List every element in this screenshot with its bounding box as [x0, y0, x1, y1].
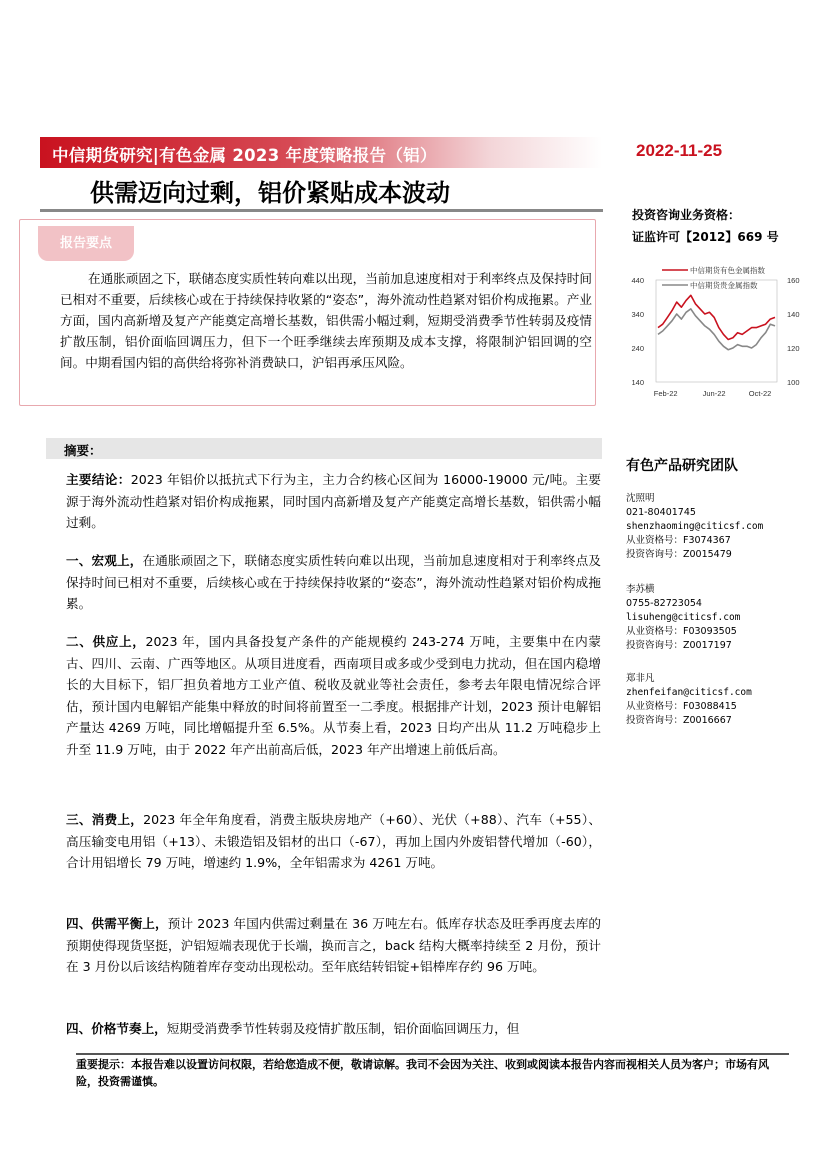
right-axis-tick-label: 140: [787, 310, 800, 319]
analyst-advisory: 投资咨询号：Z0017197: [626, 640, 732, 651]
qualification-value: 证监许可【2012】669 号: [632, 230, 779, 244]
paragraph-body: 预计 2023 年国内供需过剩量在 36 万吨左右。低库存状态及旺季再度去库的预期使得现货坚挺，沪铝短端表现优于长端，换而言之，back 结构大概率持续至 2 月份，预计在 3 月份以后该结构随着库存变动出现松动。至年底结转铝锭+铝棒库存约 96 万吨。: [66, 916, 602, 974]
left-axis-tick-label: 140: [631, 378, 644, 387]
right-axis-tick-label: 120: [787, 344, 800, 353]
footer-divider: [76, 1053, 789, 1055]
analyst-advisory: 投资咨询号：Z0016667: [626, 715, 732, 726]
analyst-name: 沈照明: [626, 493, 655, 504]
paragraph-body: 在通胀顽固之下，联储态度实质性转向难以出现，当前加息速度相对于利率终点及保持时间已相对不重要，后续核心或在于持续保持收紧的“姿态”，海外流动性趋紧对铝价构成拖累。: [66, 553, 602, 611]
paragraph-body: 2023 年铝价以抵抗式下行为主，主力合约核心区间为 16000-19000 元/吨。主要源于海外流动性趋紧对铝价构成拖累，同时国内高新增及复产产能奠定高增长基数，铝供需小幅过剩。: [66, 472, 601, 530]
paragraph-supply: [66, 631, 601, 760]
index-chart: [622, 262, 812, 404]
left-axis-tick-label: 440: [631, 276, 644, 285]
abstract-header: [46, 438, 602, 459]
x-axis-tick-label: Feb-22: [653, 389, 678, 398]
banner-title: 中信期货研究|有色金属 2023 年度策略报告（铝）: [52, 146, 437, 165]
analyst-advisory: 投资咨询号：Z0015479: [626, 549, 732, 560]
analyst-license: 从业资格号：F03093505: [626, 626, 737, 637]
report-banner: [40, 137, 602, 168]
paragraph-lead: 四、供需平衡上，: [66, 916, 168, 931]
index-chart-svg: [622, 262, 812, 404]
summary-tab: 报告要点: [38, 226, 134, 261]
paragraph-macro: [66, 550, 601, 615]
page-title: 供需迈向过剩，铝价紧贴成本波动: [90, 179, 450, 207]
series-line-1: [658, 309, 775, 350]
disclaimer: 重要提示：本报告难以设置访问权限，若给您造成不便，敬请谅解。我司不会因为关注、收到或阅读本报告内容而视相关人员为客户；市场有风险，投资需谨慎。: [76, 1058, 769, 1088]
legend-label: 中信期货贵金属指数: [690, 281, 758, 290]
analyst-license: 从业资格号：F3074367: [626, 535, 731, 546]
paragraph-lead: 三、消费上，: [66, 812, 144, 827]
left-axis-tick-label: 240: [631, 344, 644, 353]
analyst-name: 李苏横: [626, 584, 655, 595]
title-divider: [40, 209, 603, 212]
paragraph-conclusion: [66, 469, 601, 534]
analyst-card: [626, 672, 752, 728]
paragraph-price: [66, 1018, 601, 1040]
series-line-0: [658, 295, 775, 339]
paragraph-lead: 主要结论：: [66, 472, 131, 487]
analyst-email[interactable]: lisuheng@citicsf.com: [626, 612, 741, 623]
paragraph-lead: 二、供应上，: [66, 634, 146, 649]
right-axis-tick-label: 100: [787, 378, 800, 387]
analyst-phone: 0755-82723054: [626, 598, 702, 609]
paragraph-lead: 四、价格节奏上，: [66, 1021, 167, 1036]
paragraph-body: 短期受消费季节性转弱及疫情扩散压制，铝价面临回调压力，但: [166, 1021, 520, 1036]
legend-label: 中信期货有色金属指数: [690, 266, 765, 275]
analyst-email[interactable]: zhenfeifan@citicsf.com: [626, 687, 752, 698]
left-axis-tick-label: 340: [631, 310, 644, 319]
summary-text: 在通胀顽固之下，联储态度实质性转向难以出现，当前加息速度相对于利率终点及保持时间已相对不重要，后续核心或在于持续保持收紧的“姿态”，海外流动性趋紧对铝价构成拖累。产业方面，国内高新增及复产产能奠定高增长基数，铝供需小幅过剩，短期受消费季节性转弱及疫情扩散压制，铝价面临回调压力，但下一个旺季继续去库预期及成本支撑，将限制沪铝回调的空间。中期看国内铝的高供给将弥补消费缺口，沪铝再承压风险。: [60, 271, 592, 370]
analyst-license: 从业资格号：F03088415: [626, 701, 737, 712]
paragraph-consumption: [66, 809, 601, 874]
qualification-label: 投资咨询业务资格：: [632, 208, 741, 222]
paragraph-body: 2023 年全年角度看，消费主版块房地产（+60）、光伏（+88）、汽车（+55）、高压输变电用铝（+13）、未锻造铝及铝材的出口（-67），再加上国内外废铝替代增加（-60），合计用铝增长 79 万吨，增速约 1.9%，全年铝需求为 4261 万吨。: [66, 812, 601, 870]
chart-frame: [656, 280, 777, 382]
report-date: 2022-11-25: [636, 141, 723, 160]
x-axis-tick-label: Oct-22: [748, 389, 772, 398]
paragraph-lead: 一、宏观上，: [66, 553, 143, 568]
right-axis-tick-label: 160: [787, 276, 800, 285]
paragraph-balance: [66, 913, 601, 978]
team-title: 有色产品研究团队: [626, 458, 738, 474]
x-axis-tick-label: Jun-22: [702, 389, 726, 398]
analyst-email[interactable]: shenzhaoming@citicsf.com: [626, 521, 764, 532]
paragraph-body: 2023 年，国内具备投复产条件的产能规模约 243-274 万吨，主要集中在内蒙古、四川、云南、广西等地区。从项目进度看，西南项目或多或少受到电力扰动，但在国内稳增长的大目标下，铝厂担负着地方工业产值、税收及就业等社会责任，参考去年限电情况综合评估，预计国内电解铝产能集中释放的时间将前置至一二季度。根据排产计划，2023 预计电解铝产量达 4269 万吨，同比增幅提升至 6.5%。从节奏上看，2023 日均产出从 11.2 万吨稳步上升至 11.9 万吨，由于 2022 年产出前高后低，2023 年产出增速上前低后高。: [66, 634, 602, 757]
analyst-name: 郑非凡: [626, 673, 655, 684]
abstract-label: 摘要：: [64, 443, 102, 458]
analyst-phone: 021-80401745: [626, 507, 696, 518]
analyst-card: [626, 492, 763, 562]
analyst-card: [626, 583, 740, 653]
